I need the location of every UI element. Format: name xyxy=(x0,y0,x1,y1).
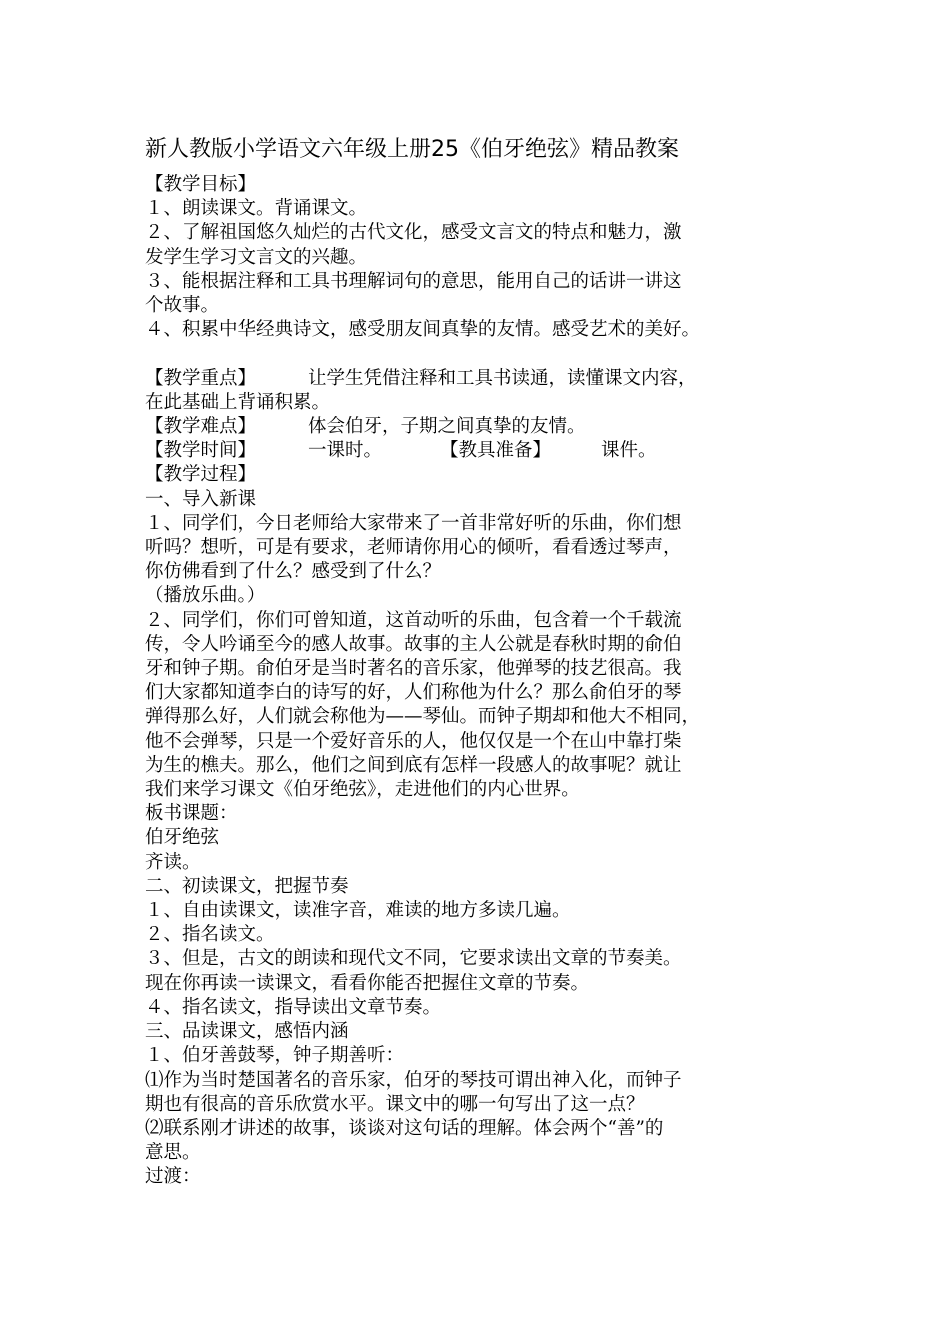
text-line: １、朗读课文。背诵课文。 xyxy=(145,198,368,220)
time-text: 一课时。 xyxy=(308,440,383,462)
document-page xyxy=(145,135,835,1190)
time-line xyxy=(145,439,835,463)
text-line: 为生的樵夫。那么，他们之间到底有怎样一段感人的故事呢？就让 xyxy=(145,754,682,776)
text-line: ４、指名读文，指导读出文章节奏。 xyxy=(145,996,442,1018)
text-line: ２、指名读文。 xyxy=(145,924,275,946)
text-line: ２、了解祖国悠久灿烂的古代文化，感受文言文的特点和魅力，激 xyxy=(145,222,682,244)
text-line: １、伯牙善鼓琴，钟子期善听： xyxy=(145,1045,405,1067)
text-line: 牙和钟子期。俞伯牙是当时著名的音乐家，他弹琴的技艺很高。我 xyxy=(145,658,682,680)
difficulty-label: 【教学难点】 xyxy=(145,416,257,438)
text-line: 三、品读课文，感悟内涵 xyxy=(145,1021,349,1043)
difficulty-line xyxy=(145,415,835,439)
tools-label: 【教具准备】 xyxy=(440,440,552,462)
text-line: 板书课题： xyxy=(145,803,238,825)
focus-line xyxy=(145,367,835,391)
text-line: 传，令人吟诵至今的感人故事。故事的主人公就是春秋时期的俞伯 xyxy=(145,633,682,655)
document-title: 新人教版小学语文六年级上册25《伯牙绝弦》精品教案 xyxy=(145,137,679,162)
text-line: ⑴作为当时楚国著名的音乐家，伯牙的琴技可谓出神入化，而钟子 xyxy=(145,1069,682,1091)
text-line: 发学生学习文言文的兴趣。 xyxy=(145,246,368,268)
text-line: ３、但是，古文的朗读和现代文不同，它要求读出文章的节奏美。 xyxy=(145,948,682,970)
difficulty-text: 体会伯牙，子期之间真挚的友情。 xyxy=(308,416,586,438)
text-line: 伯牙绝弦 xyxy=(145,827,220,849)
text-line: ４、积累中华经典诗文，感受朋友间真挚的友情。感受艺术的美好。 xyxy=(145,319,701,341)
text-line: 你仿佛看到了什么？感受到了什么？ xyxy=(145,561,442,583)
tools-text: 课件。 xyxy=(601,440,657,462)
text-line: 们大家都知道李白的诗写的好，人们称他为什么？那么俞伯牙的琴 xyxy=(145,682,682,704)
text-line: ⑵联系刚才讲述的故事，谈谈对这句话的理解。体会两个“善”的 xyxy=(145,1117,664,1139)
text-line: 一、导入新课 xyxy=(145,488,257,510)
text-line: （播放乐曲。） xyxy=(145,585,266,607)
text-line: 【教学过程】 xyxy=(145,464,257,486)
text-line: ２、同学们，你们可曾知道，这首动听的乐曲，包含着一个千载流 xyxy=(145,609,682,631)
text-line: 个故事。 xyxy=(145,295,220,317)
blank-line xyxy=(145,342,835,366)
text-line: １、同学们，今日老师给大家带来了一首非常好听的乐曲，你们想 xyxy=(145,512,682,534)
text-line: 弹得那么好，人们就会称他为——琴仙。而钟子期却和他大不相同， xyxy=(145,706,701,728)
text-line: 【教学目标】 xyxy=(145,174,257,195)
focus-continuation: 在此基础上背诵积累。 xyxy=(145,391,331,413)
text-line: 期也有很高的音乐欣赏水平。课文中的哪一句写出了这一点？ xyxy=(145,1093,645,1115)
time-label: 【教学时间】 xyxy=(145,440,257,462)
text-line: 齐读。 xyxy=(145,851,201,873)
process-block xyxy=(145,463,835,1189)
focus-text: 让学生凭借注释和工具书读通，读懂课文内容， xyxy=(308,367,697,389)
text-line: 他不会弹琴，只是一个爱好音乐的人，他仅仅是一个在山中靠打柴 xyxy=(145,730,682,752)
objectives-block xyxy=(145,173,835,342)
text-line: 意思。 xyxy=(145,1142,201,1164)
focus-label: 【教学重点】 xyxy=(145,367,257,389)
text-line: 听吗？想听，可是有要求，老师请你用心的倾听，看看透过琴声， xyxy=(145,537,682,559)
text-line: 过渡： xyxy=(145,1166,201,1188)
text-line: 现在你再读一读课文，看看你能否把握住文章的节奏。 xyxy=(145,972,590,994)
text-line: ３、能根据注释和工具书理解词句的意思，能用自己的话讲一讲这 xyxy=(145,270,682,292)
text-line: １、自由读课文，读准字音，难读的地方多读几遍。 xyxy=(145,900,571,922)
text-line: 二、初读课文，把握节奏 xyxy=(145,875,349,897)
text-line: 我们来学习课文《伯牙绝弦》，走进他们的内心世界。 xyxy=(145,779,580,801)
